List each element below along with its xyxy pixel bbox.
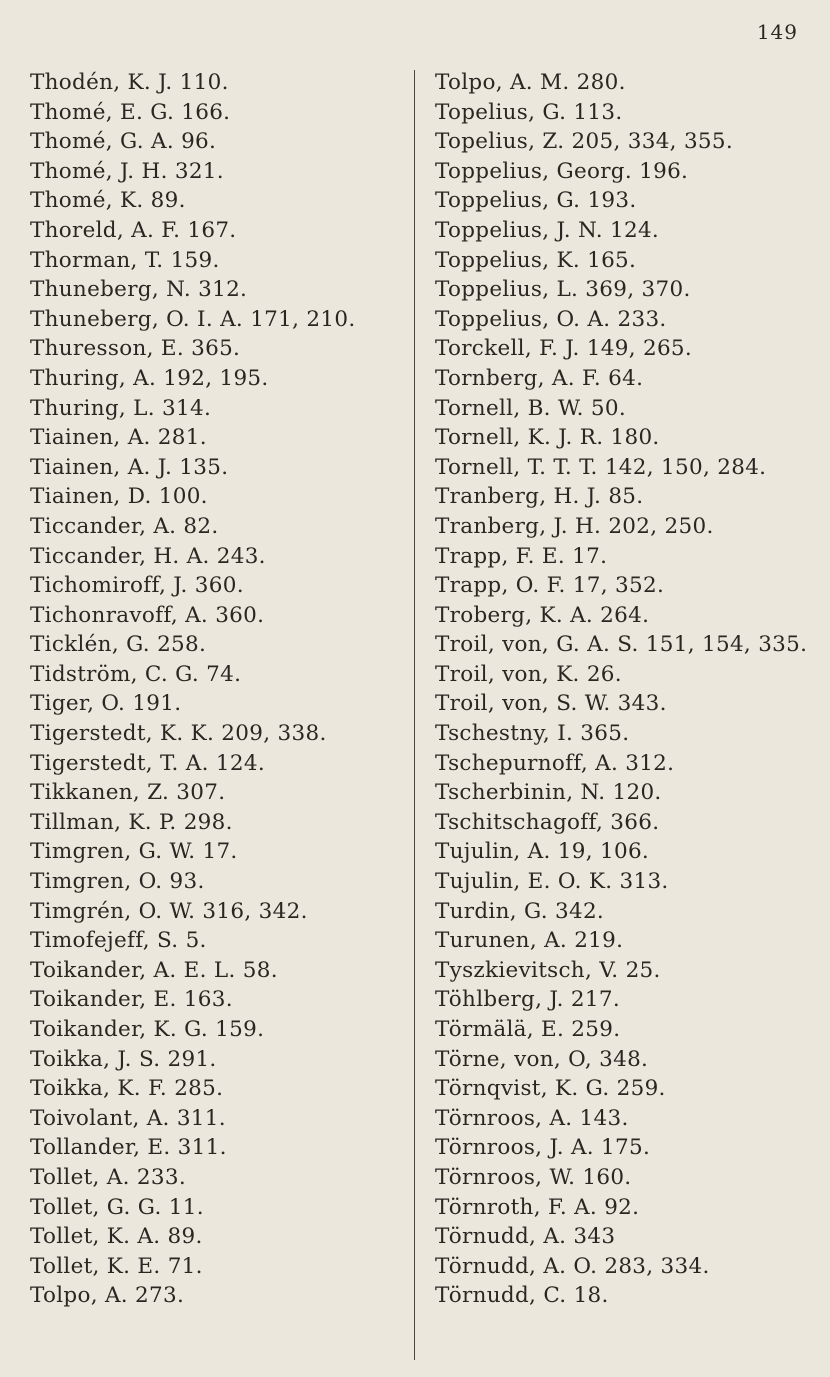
index-entry: Timgren, G. W. 17. [30,839,238,865]
index-entry: Torckell, F. J. 149, 265. [435,336,693,362]
index-column-right [435,68,815,1311]
page-number: 149 [756,20,798,44]
index-entry: Toppelius, O. A. 233. [435,306,667,332]
index-entry: Ticcander, H. A. 243. [30,543,266,569]
index-entry: Törmälä, E. 259. [435,1017,621,1042]
index-entry: Tschepurnoff, A. 312. [435,750,675,776]
index-entry: Thomé, K. 89. [30,188,186,214]
index-entry: Toikka, J. S. 291. [30,1046,217,1072]
index-entry: Troberg, K. A. 264. [435,602,650,628]
index-entry: Töhlberg, J. 217. [435,987,620,1013]
index-entry: Törnudd, A. O. 283, 334. [435,1253,710,1279]
column-divider [414,70,415,1360]
index-entry: Törnroos, W. 160. [435,1164,632,1190]
index-entry: Trapp, F. E. 17. [435,543,608,569]
index-entry: Tollander, E. 311. [30,1135,227,1161]
index-entry: Tollet, A. 233. [30,1164,186,1190]
index-entry: Turunen, A. 219. [435,928,624,954]
index-entry: Tscherbinin, N. 120. [435,780,662,806]
index-entry: Thuneberg, O. I. A. 171, 210. [30,306,356,332]
index-entry: Toppelius, K. 165. [435,247,637,273]
index-entry: Ticcander, A. 82. [30,513,219,539]
index-entry: Tschestny, I. 365. [435,721,630,747]
index-entry: Timgrén, O. W. 316, 342. [30,898,308,924]
index-entry: Tornberg, A. F. 64. [435,365,644,391]
index-entry: Toikander, E. 163. [30,987,233,1013]
index-entry: Tujulin, E. O. K. 313. [435,869,669,895]
index-entry: Törnudd, A. 343 [435,1224,616,1250]
index-entry: Tiainen, A. 281. [30,425,207,451]
index-entry: Toppelius, L. 369, 370. [435,277,691,303]
index-entry: Turdin, G. 342. [435,898,605,924]
index-entry: Tillman, K. P. 298. [30,809,233,835]
index-entry: Törnqvist, K. G. 259. [435,1076,666,1102]
index-entry: Tichomiroff, J. 360. [30,573,244,599]
index-entry: Thomé, G. A. 96. [30,129,217,155]
index-entry: Troil, von, K. 26. [435,661,622,687]
index-entry: Thoreld, A. F. 167. [30,217,237,243]
index-entry: Tigerstedt, T. A. 124. [30,750,265,776]
index-entry: Tollet, K. A. 89. [30,1224,203,1250]
index-entry: Thomé, E. G. 166. [30,99,231,125]
index-entry: Tiainen, A. J. 135. [30,454,229,480]
index-entry: Toppelius, G. 193. [435,188,637,214]
index-entry: Ticklén, G. 258. [30,632,207,658]
index-entry: Tidström, C. G. 74. [30,661,242,687]
index-entry: Toikander, K. G. 159. [30,1017,265,1042]
index-entry: Tollet, K. E. 71. [30,1253,203,1279]
index-column-left [30,68,400,1311]
index-entry: Timgren, O. 93. [30,869,205,895]
index-entry: Tikkanen, Z. 307. [30,780,226,806]
index-entry: Thuring, A. 192, 195. [30,365,269,391]
index-entry: Törne, von, O, 348. [435,1046,649,1072]
index-entry: Thuring, L. 314. [30,395,212,421]
index-entry: Tiger, O. 191. [30,691,182,717]
index-entry: Toppelius, J. N. 124. [435,217,660,243]
index-entry: Thorman, T. 159. [30,247,220,273]
index-entry: Tornell, K. J. R. 180. [435,425,660,451]
index-entry: Tichonravoff, A. 360. [30,602,265,628]
index-entry: Topelius, Z. 205, 334, 355. [435,129,734,155]
index-entry: Troil, von, S. W. 343. [435,691,667,717]
index-entry: Tigerstedt, K. K. 209, 338. [30,721,327,747]
index-entry: Tornell, T. T. T. 142, 150, 284. [435,454,767,480]
index-entry: Tujulin, A. 19, 106. [435,839,650,865]
index-entry: Tolpo, A. 273. [30,1283,185,1309]
index-entry: Tranberg, H. J. 85. [435,484,644,510]
index-entry: Toivolant, A. 311. [30,1105,226,1131]
index-entry: Toikka, K. F. 285. [30,1076,224,1102]
index-entry: Thodén, K. J. 110. [30,70,229,95]
index-entry: Tschitschagoff, 366. [435,809,660,835]
index-entry: Törnroth, F. A. 92. [435,1194,640,1220]
index-entry: Thuneberg, N. 312. [30,277,248,303]
index-entry: Törnroos, A. 143. [435,1105,629,1131]
index-entry: Tollet, G. G. 11. [30,1194,204,1220]
index-entry: Törnudd, C. 18. [435,1283,609,1309]
index-entry: Topelius, G. 113. [435,99,623,125]
index-entry: Timofejeff, S. 5. [30,928,207,954]
index-entry: Troil, von, G. A. S. 151, 154, 335. [435,632,808,658]
index-entry: Tyszkievitsch, V. 25. [435,957,661,983]
index-entry: Tiainen, D. 100. [30,484,208,510]
index-entry: Törnroos, J. A. 175. [435,1135,651,1161]
index-entry: Tornell, B. W. 50. [435,395,626,421]
index-entry: Toikander, A. E. L. 58. [30,957,278,983]
index-entry: Thuresson, E. 365. [30,336,241,362]
index-entry: Tranberg, J. H. 202, 250. [435,513,714,539]
index-entry: Thomé, J. H. 321. [30,158,224,184]
index-entry: Toppelius, Georg. 196. [435,158,689,184]
index-entry: Tolpo, A. M. 280. [435,70,626,95]
index-entry: Trapp, O. F. 17, 352. [435,573,665,599]
